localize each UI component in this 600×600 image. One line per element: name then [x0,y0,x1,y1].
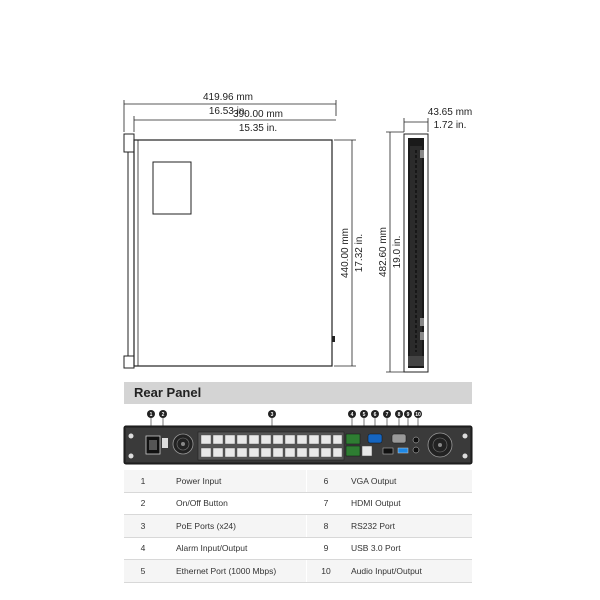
rear-panel-title: Rear Panel [134,385,202,400]
vga-port [368,434,382,443]
legend-label: VGA Output [345,470,472,492]
legend-label: Audio Input/Output [345,560,472,583]
legend-number: 1 [124,470,162,492]
rack-depth-dimension [378,132,404,372]
depth-dimension [334,140,365,366]
callout-7 [383,410,391,418]
table-row [124,470,472,492]
ethernet-port [362,446,372,456]
svg-text:3: 3 [270,412,274,418]
body-width-dimension [134,109,336,134]
legend-label: HDMI Output [345,492,472,515]
power-switch [162,438,168,448]
callout-6 [371,410,379,418]
body-width-in: 15.35 in. [238,123,278,134]
hdmi-port [383,448,393,454]
legend-label: Power Input [162,470,306,492]
alarm-io-terminal [346,434,360,444]
legend-label: PoE Ports (x24) [162,515,306,538]
legend-number: 2 [124,492,162,515]
legend-number: 6 [307,470,345,492]
legend-number: 4 [124,537,162,560]
callout-badges [147,410,422,418]
legend-number: 10 [307,560,345,583]
callout-10 [414,410,422,418]
depth-in: 17.32 in. [354,233,365,273]
svg-text:2: 2 [161,412,165,418]
callout-2 [159,410,167,418]
rear-panel-illustration [0,406,600,466]
table-row [124,515,472,538]
legend-label: RS232 Port [345,515,472,538]
rear-panel-legend [124,470,472,583]
svg-text:10: 10 [415,412,421,418]
height-mm: 43.65 mm [427,107,473,118]
table-row [124,560,472,583]
total-width-in: 16.53 in. [208,106,248,117]
svg-text:7: 7 [385,412,389,418]
rs232-port [392,434,406,443]
total-width-mm: 419.96 mm [202,92,254,103]
legend-label: On/Off Button [162,492,306,515]
svg-text:6: 6 [373,412,377,418]
poe-ports [198,432,344,460]
legend-number: 5 [124,560,162,583]
legend-label: Alarm Input/Output [162,537,306,560]
table-row [124,537,472,560]
table-row [124,492,472,515]
legend-number: 3 [124,515,162,538]
legend-label: USB 3.0 Port [345,537,472,560]
svg-text:8: 8 [397,412,401,418]
svg-text:1: 1 [149,412,153,418]
legend-label: Ethernet Port (1000 Mbps) [162,560,306,583]
rear-panel-header [124,382,472,404]
chassis-label-plate [153,162,191,214]
callout-9 [404,410,412,418]
total-width-dimension [124,92,336,132]
legend-number: 9 [307,537,345,560]
depth-mm: 440.00 mm [340,227,351,279]
usb-port [398,448,408,453]
callout-3 [268,410,276,418]
svg-text:5: 5 [362,412,366,418]
chassis-top-view [124,134,335,368]
callout-8 [395,410,403,418]
height-dimension [404,107,472,132]
callout-5 [360,410,368,418]
height-in: 1.72 in. [433,120,467,131]
audio-port [413,437,419,443]
svg-text:4: 4 [350,412,354,418]
legend-number: 8 [307,515,345,538]
body-width-mm: 390.00 mm [232,109,284,120]
svg-text:9: 9 [406,412,410,418]
callout-4 [348,410,356,418]
chassis-front-view [404,134,428,372]
legend-number: 7 [307,492,345,515]
callout-1 [147,410,155,418]
rack-depth-mm: 482.60 mm [378,226,389,278]
rack-depth-in: 19.0 in. [392,235,403,269]
